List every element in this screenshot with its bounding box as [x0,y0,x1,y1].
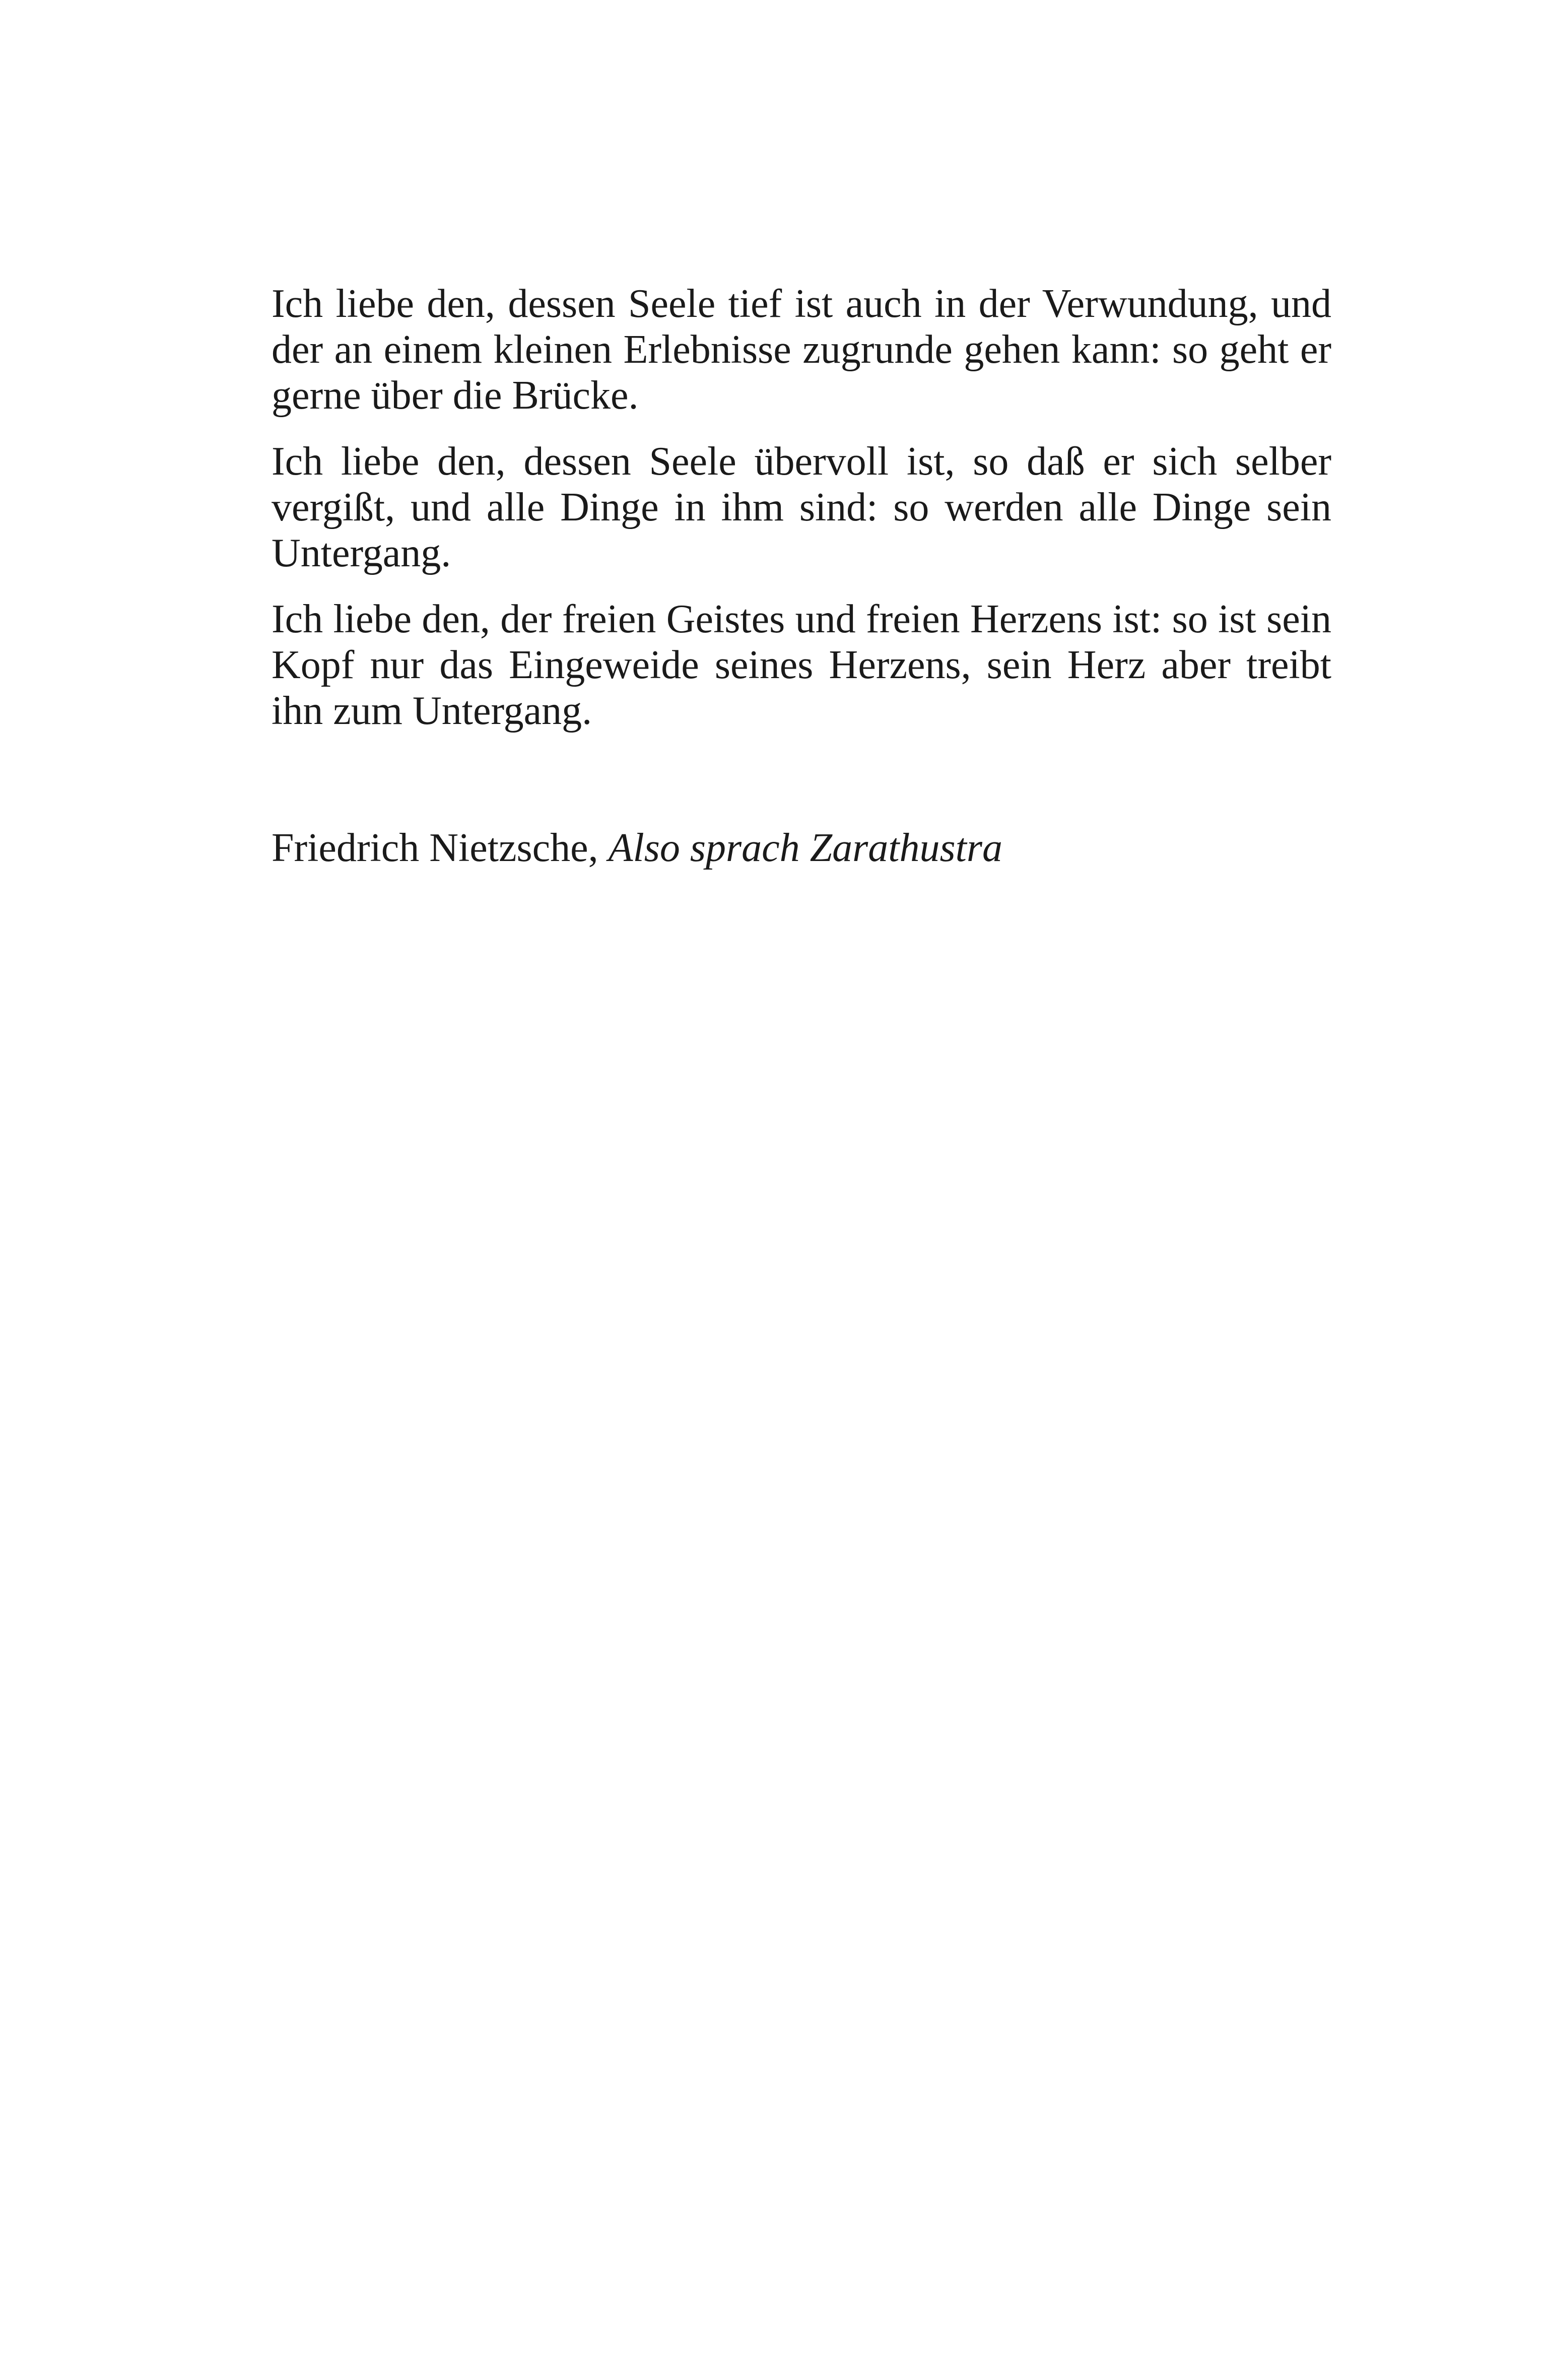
quote-paragraph-2: Ich liebe den, dessen Seele übervoll ist, so daß er sich selber vergißt, und alle Dinge in ihm sind: so werden alle Dinge sein Untergang. [272,439,1331,575]
attribution-author: Friedrich Nietzsche, [272,826,598,870]
attribution [272,825,1331,871]
quote-paragraph-3: Ich liebe den, der freien Geistes und freien Herzens ist: so ist sein Kopf nur das Eingeweide seines Herzens, sein Herz aber treibt ihn zum Untergang. [272,597,1331,733]
quote-paragraph-1: Ich liebe den, dessen Seele tief ist auch in der Verwundung, und der an einem kleinen Erlebnisse zugrunde gehen kann: so geht er gerne über die Brücke. [272,282,1331,418]
attribution-work-title: Also sprach Zarathustra [608,826,1002,870]
quote-block [272,281,1331,754]
